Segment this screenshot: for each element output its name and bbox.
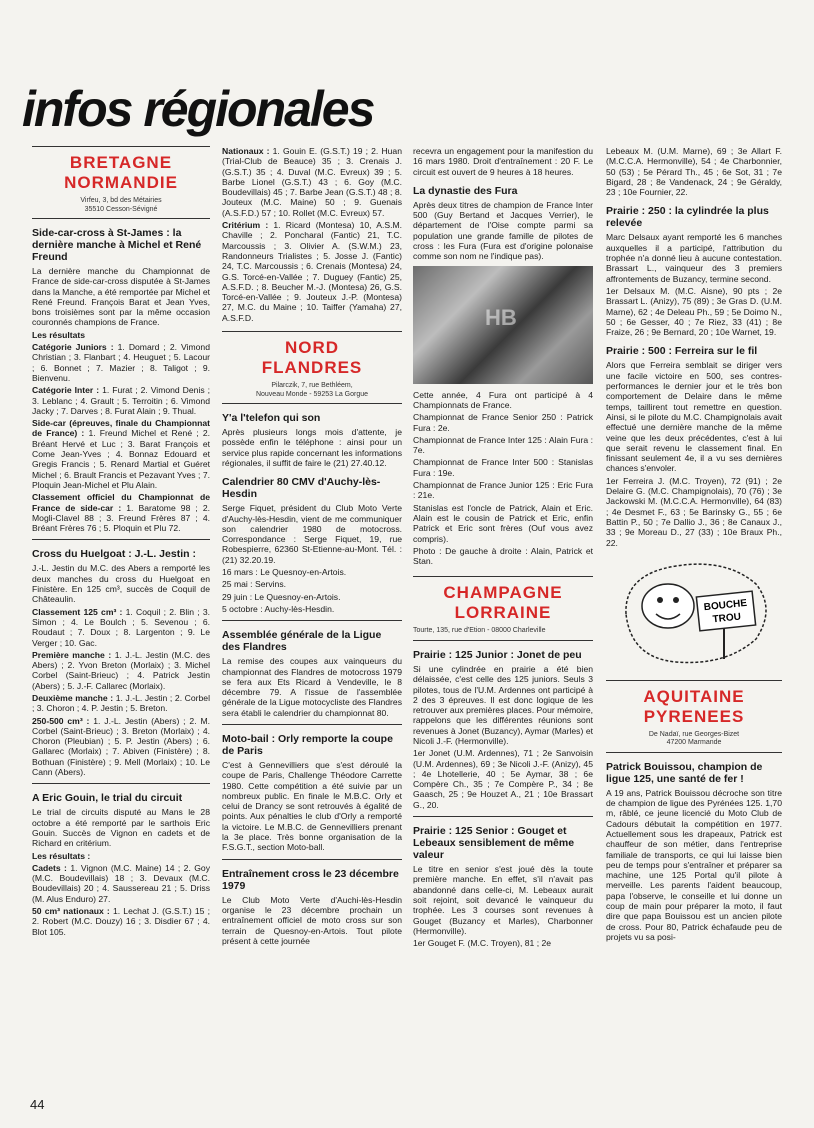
article-body: A 19 ans, Patrick Bouissou décroche son titre de champion de ligue des Pyrénées 125. 1,70 m, râblé, ce jeune licencié du Moto Club de Cadours débutait la compétition en 1977. Actuellement sous les drapeaux, Patrick est chauffeur de son métier, dans l'entreprise familiale de transports, ce qui lui laisse bien peu de temps pour s'entraîner et préparer sa machine, une 125 Portal qu'il pilote à merveille. Les parents l'aident beaucoup, papa l'observe, le conseille et lui donne un coup de main pour préparer la moto, il faut dire que papa Bouissou est un ancien pilote de cross. Pour 80, Patrick échafaude peu de projets vu sa posi- <box>606 787 782 942</box>
region-name: NORD <box>284 338 340 358</box>
article-title: A Eric Gouin, le trial du circuit <box>32 792 183 805</box>
results-paragraph: Classement 125 cm³ : 1. Coquil ; 2. Blin ; 3. Simon ; 4. Le Boulch ; 5. Sevenou ; 6. Roudaut ; 7. Doux ; 8. Largenton ; 9. Le Verger ; 10. Gac. <box>32 606 211 648</box>
region-address: 35510 Cesson-Sévigné <box>84 205 158 213</box>
article-title: La dynastie des Fura <box>413 184 518 197</box>
calendar-date: 5 octobre : Auchy-lès-Hesdin. <box>222 603 335 614</box>
article-body: recevra un engagement pour la manifestion du 16 mars 1980. Droit d'entraînement : 20 F. Le circuit est ouvert de 9 heures à 18 heures. <box>413 146 593 177</box>
results-paragraph: Cadets : 1. Vignon (M.C. Maine) 14 ; 2. Goy (M.C. Boudevillais) 18 ; 3. Devaux (M.C. Boudevillais) 20 ; 4. Saussereau 21 ; 5. Driss (M. Alus Enduro) 27. <box>32 862 211 904</box>
region-address: Virfeu, 3, bd des Métairies <box>80 197 162 204</box>
results-paragraph: Classement officiel du Championnat de France de side-car : 1. Baratome 98 ; 2. Mogli-Clavel 88 ; 3. Freund Frères 87 ; 4. Bréant Frères 76 ; 5. Ploquin et Plu 72. <box>32 492 211 534</box>
article-title: Cross du Huelgoat : J.-L. Jestin : <box>32 548 196 561</box>
results-paragraph: 50 cm³ nationaux : 1. Lechat J. (G.S.T.) 15 ; 2. Robert (M.C. Douzy) 16 ; 3. Disdier 67 ; 4. Blot 105. <box>32 906 211 937</box>
region-name: BRETAGNE <box>69 153 173 172</box>
region-address: Pilarczik, 7, rue Bethléem, <box>271 382 353 390</box>
article-title: Calendrier 80 CMV d'Auchy-lès-Hesdin <box>222 476 381 501</box>
results-paragraph: Lebeaux M. (U.M. Marne), 69 ; 3e Allart F. (M.C.C.A. Hermonville), 54 ; 4e Charbonnier, 50 (53) ; 5e Pérard Th., 45 ; 6e Sot, 31 ; 7e Bigard, 28 ; 8e Vandenack, 24 ; 9e Géraldy, 23 ; 10e Fournier, 22. <box>606 146 782 198</box>
sign-text: TROU <box>712 611 742 626</box>
article-title: Prairie : 125 Junior : Jonet de peu <box>413 648 582 661</box>
article-title: Entraînement cross le 23 décembre 1979 <box>222 867 399 892</box>
photo-caption: Photo : De gauche à droite : Alain, Patrick et Stan. <box>413 545 593 567</box>
results-paragraph: Critérium : 1. Ricard (Montesa) 10, A.S.M. Chaville ; 2. Poncharal (Fantic) 21, T.C. Marcoussis ; 3. Olivier A. (S.W.M.) 23, Randonneurs Trialistes ; 5. Josse J. (Fantic) 24, T.C. Marcoussis ; 6. Crenais (Montesa) 24, G.S. Torcé-en-Vallée ; 7. Duguey (Fantic) 25, A.S.F.D. ; 8. Beucher M.-J. (Montesa) 26, G.S. Torcé-en-Vallée ; 9. Jouteux J.-P. (Montesa) 27, M.C. du Maine ; 10. Taiffer (Yamaha) 27, A.S.F.D. <box>222 220 403 323</box>
article-body: Cette année, 4 Fura ont participé à 4 Championnats de France. <box>413 389 593 410</box>
championship-line: Championnat de France Senior 250 : Patrick Fura : 2e. <box>413 412 593 433</box>
results-paragraph: 1er Delsaux M. (M.C. Aisne), 90 pts ; 2e Brassart L. (Anizy), 75 (89) ; 3e Gras D. (U.M. Marne), 62 ; 4e Deleau Ph., 59 ; 5e Doimo N., 50 ; 6e Gesser, 40 ; 7e Riez, 33 (41) ; 8e Fraize, 26 ; 9e Bernard, 20 ; 10e Warnet, 19. <box>606 285 782 338</box>
column-1 <box>32 146 210 939</box>
sign-text: BOUCHE <box>703 597 748 614</box>
region-address: Tourte, 135, rue d'Etion - 08000 Charleville <box>413 627 546 635</box>
region-name: AQUITAINE <box>643 686 745 706</box>
results-paragraph: 1er Gouget F. (M.C. Troyen), 81 ; 2e <box>413 938 552 949</box>
results-paragraph: 1er Ferreira J. (M.C. Troyen), 72 (91) ; 2e Delaire G. (M.C. Champignolais), 70 (76) ; 3e Jackowski M. (M.C.C.A. Hermonville), 64 (83) ; 4e Desmet F., 63 ; 5e Barinsky G., 55 ; 6e Battin P., 50 ; 7e Dallio J., 36 ; 8e Canaux J., 33 ; 9e Moreau D., 27 (33) ; 10e Braux Ph., 22. <box>606 475 782 548</box>
results-paragraph: 1er Jonet (U.M. Ardennes), 71 ; 2e Sanvoisin (U.M. Ardennes), 69 ; 3e Nicoli J.-F. (Anizy), 45 ; 4e Lhotellerie, 40 ; 5e Aymar, 38 ; 6e Compère Ch., 35 ; 7e Compère P., 34 ; 8e Gaasch, 25 ; 9e Houzet A., 21 ; 10e Brassart G., 20. <box>413 748 593 810</box>
article-body: Serge Fiquet, président du Club Moto Verte d'Auchy-lès-Hesdin, vient de me communiquer son calendrier 1980 de motocross. Correspondance : Serge Fiquet, 19, rue Robespierre, 62360 St-Etienne-au-Mont. Tél. : (21) 32.20.19. <box>222 503 402 565</box>
championship-line: Championnat de France Junior 125 : Eric Fura : 21e. <box>413 480 593 501</box>
cartoon-illustration <box>606 554 782 674</box>
results-paragraph: 250-500 cm³ : 1. J.-L. Jestin (Abers) ; 2. M. Corbel (Saint-Brieuc) ; 3. Breton (Morlaix) ; 4. Choron (Pleubian) ; 5. P. Jestin (Abers) ; 6. Gallarec (Morlaix) ; 7. Abiven (Finistère) ; 8. Bothuan (Finistère) ; 9. Mell (Morlaix) ; 10. Le Cann (Abers). <box>32 715 210 778</box>
article-title: Moto-bail : Orly remporte la coupe de Paris <box>222 732 393 757</box>
article-title: Side-car-cross à St-James : la dernière manche à Michel et René Freund <box>32 227 202 263</box>
article-body: C'est à Gennevilliers que s'est déroulé la coupe de Paris, Challenge Théodore Carrette 1980. Cette compétition a été suivie par un nombreux public. En finale le M.B.C. Orly et celui de Drancy se sont retrouvés à égalité de points. Aux pénalties le club d'Orly a remporté la victoire. Le M.B.C. de Gennevilliers prenant la 3e place. Très bonne organisation de la F.S.G.T., section Moto-ball. <box>222 759 402 853</box>
photo-watermark: HB <box>485 304 517 330</box>
results-paragraph: Catégorie Inter : 1. Furat ; 2. Vimond Denis ; 3. Leblanc ; 4. Grault ; 5. Terroitin ; 6. Vimond Jacky ; 7. Darves ; 8. Furat Alain ; 9. Thual. <box>32 385 211 416</box>
article-body: Si une cylindrée en prairie a été bien délaissée, c'est celle des 125 juniors. Seuls 3 pilotes, tous de l'U.M. Ardennes ont participé à 2 des 3 épreuves. Il est donc logique de les retrouver aux premières places. Pour mémoire, rappelons que les différentes réunions sont revenues à Jonet (Buzancy), Aymar (Marles) et Nicoli J.-F. (Hermonville). <box>413 663 593 746</box>
page-number: 44 <box>30 1097 45 1112</box>
results-paragraph: Première manche : 1. J.-L. Jestin (M.C. des Abers) ; 2. Yvon Breton (Morlaix) ; 3. Michel Corbel (Saint-Brieuc) ; 4. Patrick Jestin (Abers) ; 5. J.-F. Callarec (Morlaix). <box>32 649 211 691</box>
results-paragraph: Nationaux : 1. Gouin E. (G.S.T.) 19 ; 2. Huan (Trial-Club de Beauce) 35 ; 3. Crenais J. (G.S.T.) 35 ; 4. Duval (M.C. Evreux) 39 ; 5. Barbe Lionel (G.S.T.) 43 ; 6. Goy (M.C. Boudevillais) 45 ; 7. Barbe Jean (G.S.T.) 48 ; 8. Jouteux (M.C. Maine) 50 ; 9. Guenais (A.S.F.D.) 57 ; 10. Rollet (M.C. Evreux) 57. <box>222 146 402 218</box>
article-body: Marc Delsaux ayant remporté les 6 manches auxquelles il a participé, l'attribution du trophée n'a donné lieu à aucune contestation. Brassart L., vainqueur des 3 premiers affrontements de Buzancy, termine second. <box>606 232 782 284</box>
calendar-date: 29 juin : Le Quesnoy-en-Artois. <box>222 591 341 602</box>
article-body: Le Club Moto Verte d'Auchi-lès-Hesdin organise le 23 décembre prochain un entraînement officiel de moto cross sur son terrain de Quesnoy-en-Artois. Tout pilote présent à cette journée <box>222 894 402 946</box>
page-title: infos régionales <box>22 81 374 137</box>
column-2 <box>222 146 402 948</box>
region-address: 47200 Marmande <box>666 739 722 747</box>
article-body: J.-L. Jestin du M.C. des Abers a remporté les deux manches du cross du Huelgoat en Finistère. En 125 cm³, succès de Coquil de Châteaulin. <box>32 563 210 605</box>
region-header-champagne <box>413 576 593 641</box>
region-header-aquitaine <box>606 680 782 753</box>
championship-line: Championnat de France Inter 125 : Alain Fura : 7e. <box>413 434 593 456</box>
region-name: LORRAINE <box>454 603 552 623</box>
divider <box>222 620 402 621</box>
divider <box>222 859 402 860</box>
region-header-nord <box>222 331 402 404</box>
results-label: Les résultats : <box>32 850 91 861</box>
column-4 <box>606 146 782 944</box>
divider <box>32 539 210 540</box>
article-title: Prairie : 250 : la cylindrée la plus relevée <box>606 205 769 230</box>
column-3 <box>413 146 593 950</box>
region-address: Nouveau Monde - 59253 La Gorgue <box>255 390 369 398</box>
article-title: Prairie : 125 Senior : Gouget et Lebeaux sensiblement de même valeur <box>413 825 575 862</box>
article-body: Stanislas est l'oncle de Patrick, Alain et Eric. Alain est le cousin de Patrick et Eric, enfin Patrick et Eric sont frères (Ouf vous avez compris). <box>413 502 593 544</box>
region-address: De Nadaï, rue Georges-Bizet <box>648 730 740 738</box>
region-header-bretagne <box>32 146 210 219</box>
article-body: Après deux titres de champion de France Inter 500 (Guy Bertand et Jacques Verrier), le département de l'Oise compte parmi sa population une grande famille de pilotes de cross : les Fura (Fura est d'origine polonaise comme son nom ne l'indique pas). <box>413 199 593 262</box>
article-title: Patrick Bouissou, champion de ligue 125, une santé de fer ! <box>606 760 763 785</box>
results-paragraph: Side-car (épreuves, finale du Championnat de France) : 1. Freund Michel et René ; 2. Bréant Hervé et Luc ; 3. Barat François et Come Jean-Yves ; 4. Bonnaz Edouard et Gregis Francis ; 5. Renard Martial et Guéret Michel ; 6. Brault Francis et Pezavant Yves ; 7. Ploquin Jean-Michel et Plu Alain. <box>32 418 210 490</box>
region-name: NORMANDIE <box>64 173 178 192</box>
region-name: FLANDRES <box>261 358 363 378</box>
article-body: La dernière manche du Championnat de France de side-car-cross disputée à St-James dans la Manche, a été remportée par Michel et René Freund. François Barat et Jean Yves, bons troisièmes sont par la même occasion couronnés champions de France. <box>32 266 210 328</box>
divider <box>413 816 593 817</box>
region-name: PYRENEES <box>643 706 745 726</box>
motocross-photo <box>413 266 593 384</box>
article-body: Alors que Ferreira semblait se diriger vers une facile victoire en 500, ses contres-performances le dernier jour et le très bon comportement de Delaire dans le même temps, taillirent tout remettre en question. Ainsi, si le pilote du M.C. Champignolais avait effectué une dernière manche de la même veine que les deux précédentes, c'est à lui que serait revenu le classement final. En finissant seulement 4e, il a vu ses dernières chances s'envoler. <box>606 360 782 474</box>
results-label: Les résultats <box>32 329 86 340</box>
divider <box>32 783 210 784</box>
article-body: La remise des coupes aux vainqueurs du championnat des Flandres de motocross 1979 se fera aux Ets Ricard à Vendeville, le 8 décembre 79. A l'issue de l'assemblée générale de la Ligue motocycliste des Flandres sera établi le calendrier du championnat 80. <box>222 656 402 718</box>
region-name: CHAMPAGNE <box>443 583 563 603</box>
article-body: Après plusieurs longs mois d'attente, je possède enfin le téléphone : ainsi pour un service plus rapide concernant les informations régionales, il suffit de faire le (21) 27.40.12. <box>222 427 402 468</box>
divider <box>222 724 402 725</box>
results-paragraph: Catégorie Juniors : 1. Domard ; 2. Vimond Christian ; 3. Flanbart ; 4. Heuguet ; 5. Lacour ; 6. Bonnet ; 7. Mazier ; 8. Taligot ; 9. Bienvenu. <box>32 342 210 383</box>
article-title: Assemblée générale de la Ligue des Flandres <box>222 629 382 654</box>
calendar-date: 25 mai : Servins. <box>222 579 286 590</box>
results-paragraph: Deuxième manche : 1. J.-L. Jestin ; 2. Corbel ; 3. Choron ; 4. P. Jestin ; 5. Breton. <box>32 692 210 714</box>
article-title: Y'a l'telefon qui son <box>222 412 321 425</box>
article-title: Prairie : 500 : Ferreira sur le fil <box>606 345 758 358</box>
calendar-date: 16 mars : Le Quesnoy-en-Artois. <box>222 567 347 578</box>
article-body: Le trial de circuits disputé au Mans le 28 octobre a été remporté par le sarthois Eric Gouin. Succès de Vignon en cadets et de Richard en critérium. <box>32 807 210 849</box>
championship-line: Championnat de France Inter 500 : Stanislas Fura : 19e. <box>413 457 593 478</box>
article-body: Le titre en senior s'est joué dès la toute première manche. En effet, s'il n'avait pas abandonné dans celle-ci, M. Lebeaux aurait soit rejoint, soit devancé le vainqueur du trophée. Les 3 courses sont revenues à Gouget (Buzancy et Marles), Charbonner (Hermonville). <box>413 864 593 936</box>
cartoon-drawing <box>606 554 782 674</box>
